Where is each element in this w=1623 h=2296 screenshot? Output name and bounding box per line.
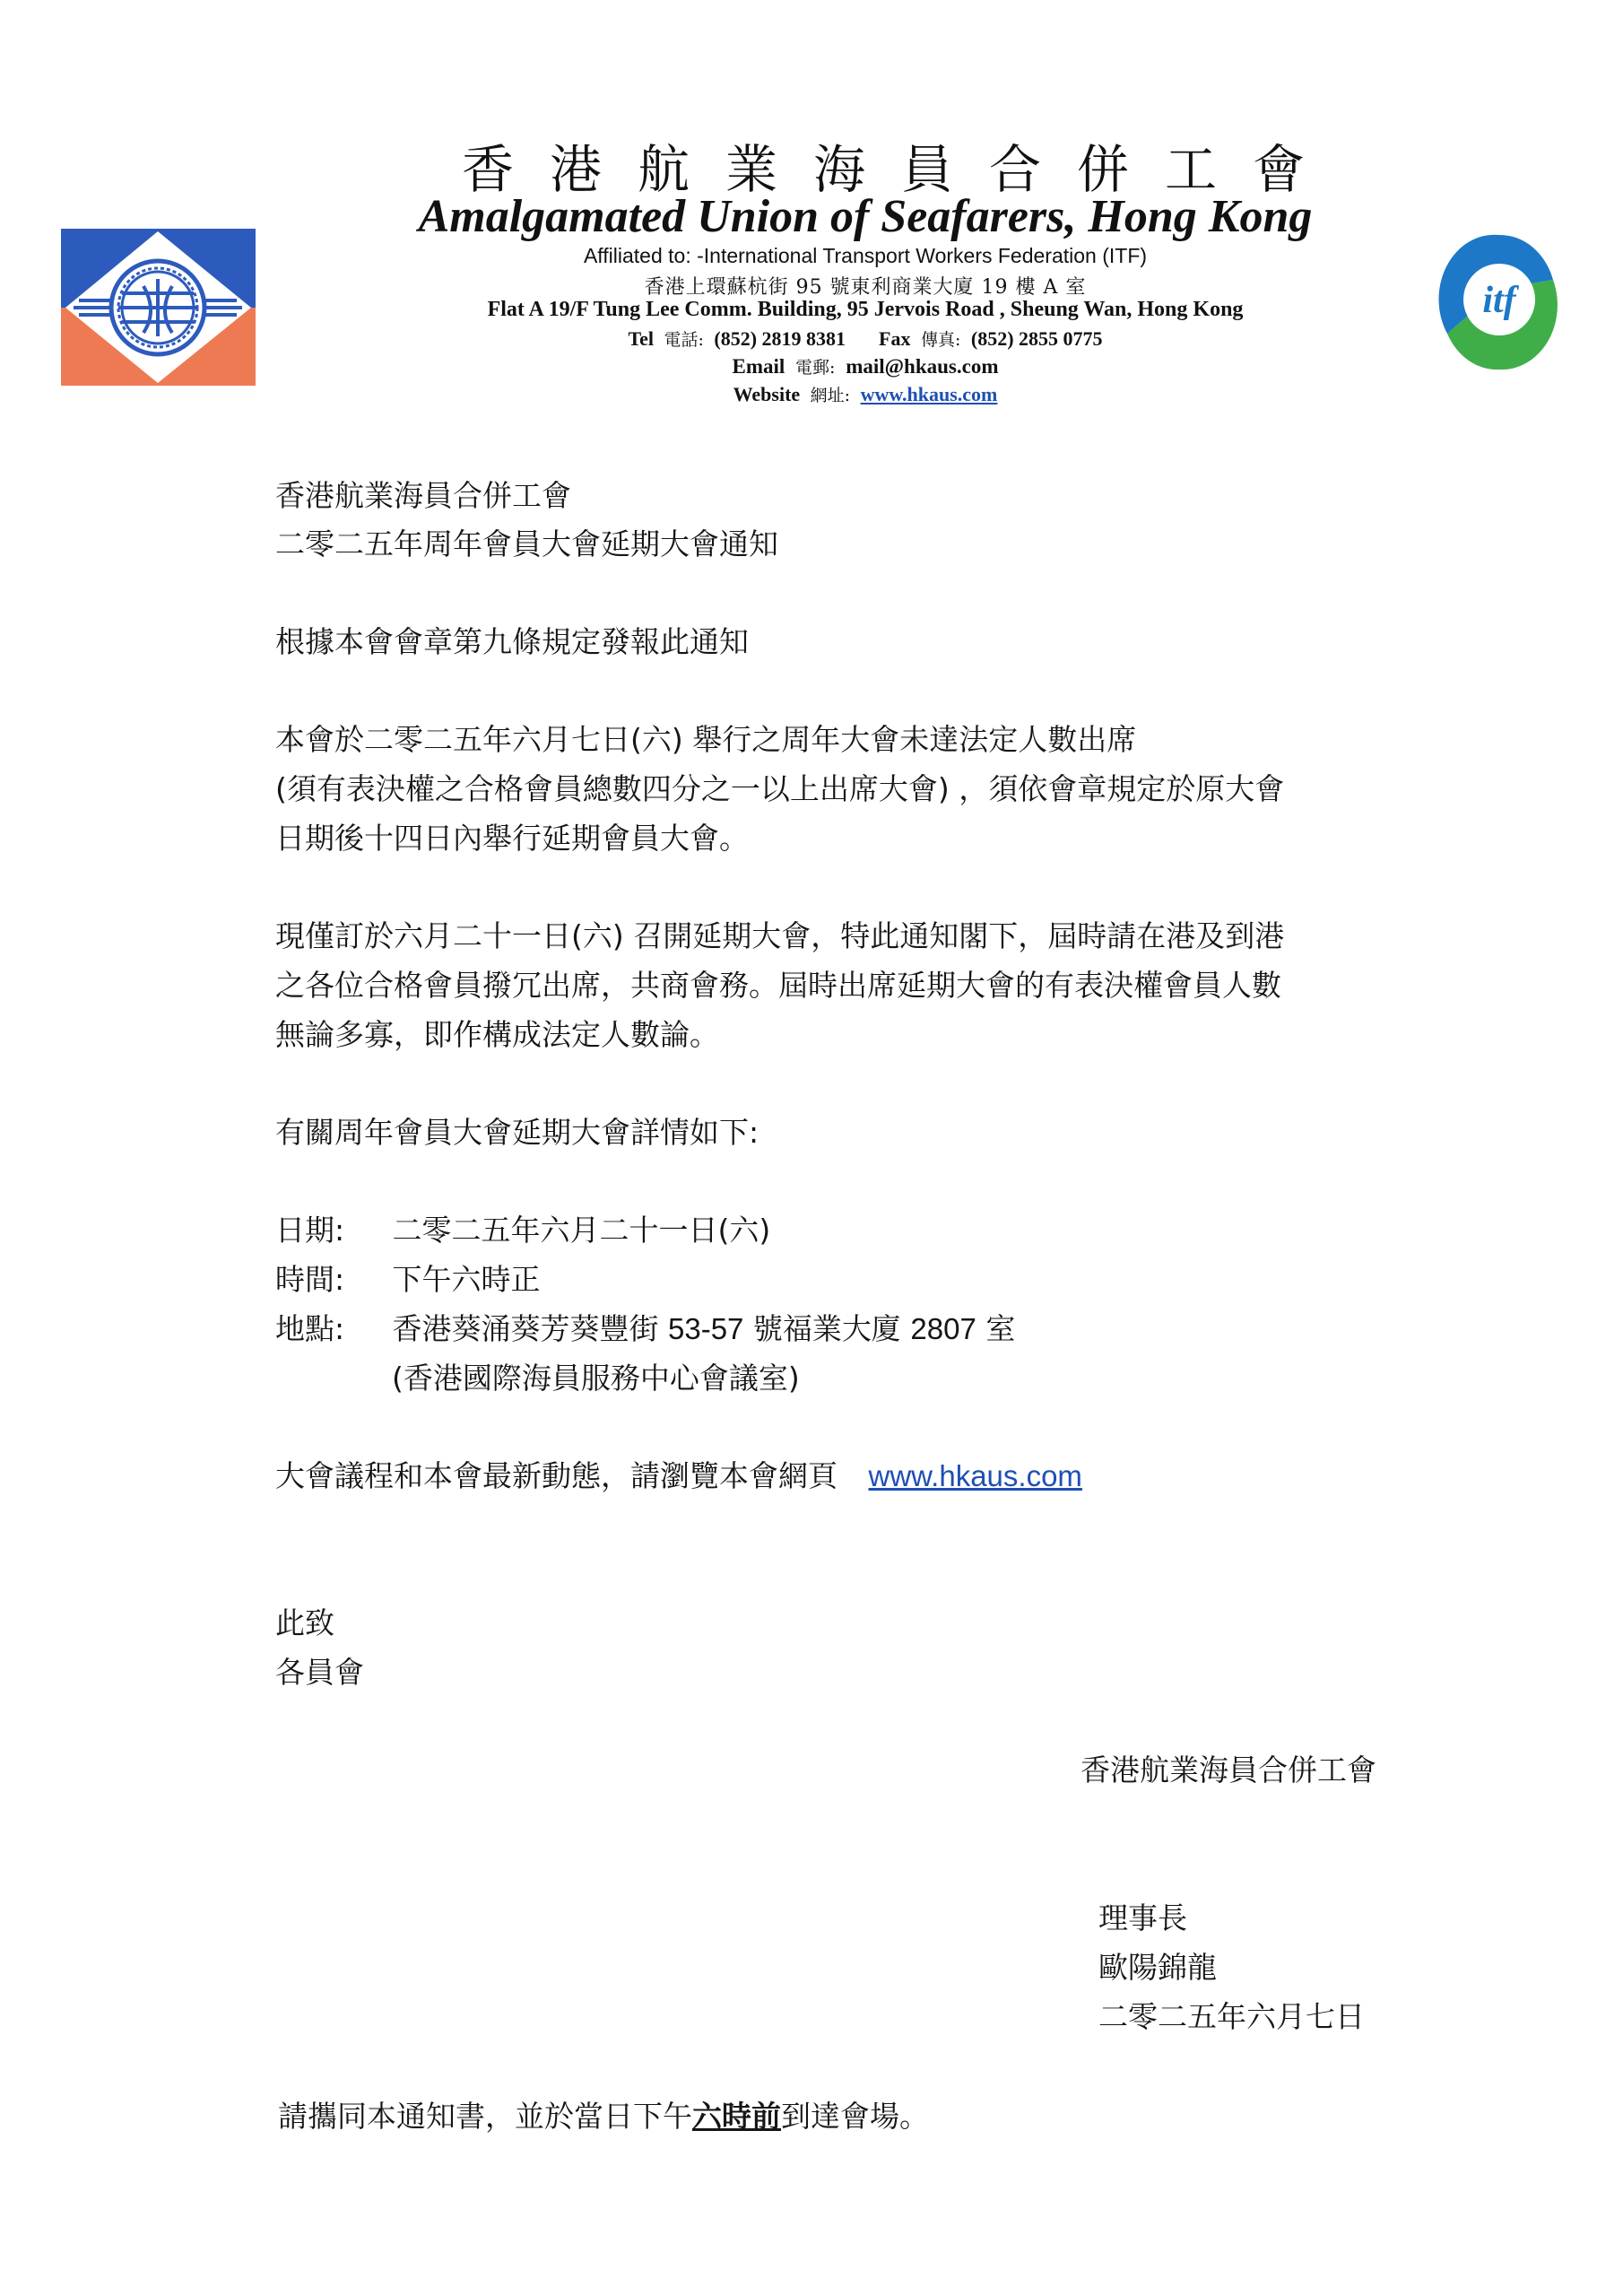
venue-label: 地點: xyxy=(275,1311,345,1346)
signature-date: 二零二五年六月七日 xyxy=(1098,1999,1365,2034)
signature-org: 香港航業海員合併工會 xyxy=(1081,1752,1376,1787)
date-label: 日期: xyxy=(275,1213,345,1248)
para2-line-3: 無論多寡，即作構成法定人數論。 xyxy=(275,1017,719,1052)
signature-name: 歐陽錦龍 xyxy=(1098,1950,1217,1985)
para1-line-1: 本會於二零二五年六月七日(六) 舉行之周年大會未達法定人數出席 xyxy=(275,722,1137,757)
footnote-pre: 請攜同本通知書，並於當日下午 xyxy=(278,2099,692,2134)
website-label: Website xyxy=(733,383,801,405)
letterhead-phone-fax xyxy=(269,326,1462,351)
union-logo xyxy=(61,229,256,386)
time-label: 時間: xyxy=(275,1262,345,1297)
fax-value: (852) 2855 0775 xyxy=(970,327,1103,350)
venue-number-2: 2807 xyxy=(910,1312,976,1345)
email-label-cn: 電郵: xyxy=(795,358,836,378)
signature-title: 理事長 xyxy=(1098,1900,1187,1935)
para1-line-3: 日期後十四日內舉行延期會員大會。 xyxy=(275,821,749,856)
detail-time xyxy=(275,1262,541,1298)
footnote xyxy=(278,2099,929,2135)
itf-logo-text: itf xyxy=(1482,280,1516,321)
venue-value-pre: 香港葵涌葵芳葵豐街 xyxy=(392,1311,659,1346)
detail-venue xyxy=(275,1311,1015,1347)
venue-value-mid: 號福業大廈 xyxy=(752,1311,901,1346)
email-value: mail@hkaus.com xyxy=(846,355,999,378)
agenda-text: 大會議程和本會最新動態，請瀏覽本會網頁 xyxy=(275,1458,838,1493)
para2-line-1: 現僅訂於六月二十一日(六) 召開延期大會，特此通知閣下，屆時請在港及到港 xyxy=(275,918,1285,953)
letterhead-address-en: Flat A 19/F Tung Lee Comm. Building, 95 Jervois Road , Sheung Wan, Hong Kong xyxy=(487,298,1244,321)
para1-line-2: (須有表決權之合格會員總數四分之一以上出席大會) ，須依會章規定於原大會 xyxy=(275,771,1285,806)
footnote-post: 到達會場。 xyxy=(781,2099,929,2134)
letterhead-address-cn: 香港上環蘇杭街 95 號東利商業大廈 19 樓 A 室 xyxy=(644,276,1087,299)
letterhead-email xyxy=(269,354,1462,378)
time-value: 下午六時正 xyxy=(392,1262,541,1297)
closing-line-1: 此致 xyxy=(275,1605,334,1640)
tel-label-cn: 電話: xyxy=(664,330,704,350)
tel-label: Tel xyxy=(628,327,654,350)
notice-title: 二零二五年周年會員大會延期大會通知 xyxy=(275,526,778,561)
email-label: Email xyxy=(732,355,785,378)
website-label-cn: 網址: xyxy=(810,386,851,405)
fax-label-cn: 傳真: xyxy=(920,330,961,350)
footnote-emphasis: 六時前 xyxy=(692,2099,781,2134)
website-link[interactable]: www.hkaus.com xyxy=(860,383,998,405)
venue-number-1: 53-57 xyxy=(668,1312,744,1345)
closing-line-2: 各員會 xyxy=(275,1655,364,1690)
notice-basis: 根據本會會章第九條規定發報此通知 xyxy=(275,624,749,659)
details-intro: 有關周年會員大會延期大會詳情如下: xyxy=(275,1115,759,1150)
letterhead-title-en: Amalgamated Union of Seafarers, Hong Kong xyxy=(418,191,1313,242)
letterhead-affiliation: Affiliated to: -International Transport Workers Federation (ITF) xyxy=(583,244,1148,267)
fax-label: Fax xyxy=(879,327,911,350)
org-name: 香港航業海員合併工會 xyxy=(275,478,571,513)
venue-sub: (香港國際海員服務中心會議室) xyxy=(392,1361,800,1396)
tel-value: (852) 2819 8381 xyxy=(714,327,846,350)
letterhead-website xyxy=(269,382,1462,406)
letterhead-title-cn: 香港航業海員合併工會 xyxy=(461,139,1341,200)
agenda-link[interactable]: www.hkaus.com xyxy=(868,1459,1082,1492)
agenda-line xyxy=(275,1458,1082,1494)
venue-value-post: 室 xyxy=(985,1311,1016,1346)
para2-line-2: 之各位合格會員撥冗出席，共商會務。屆時出席延期大會的有表決權會員人數 xyxy=(275,968,1281,1003)
detail-date xyxy=(275,1213,770,1248)
date-value: 二零二五年六月二十一日(六) xyxy=(392,1213,771,1248)
